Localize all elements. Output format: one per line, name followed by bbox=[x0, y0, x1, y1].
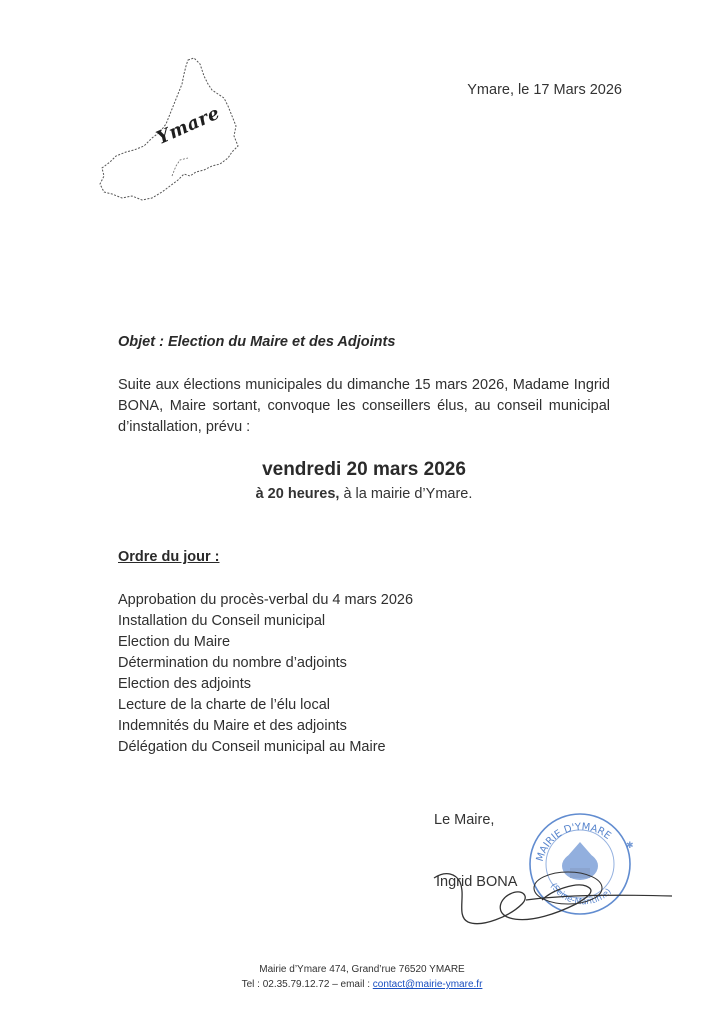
footer-contact bbox=[0, 977, 724, 992]
agenda-item: Election des adjoints bbox=[118, 676, 251, 692]
stamp-top-text: MAIRIE D'YMARE bbox=[534, 821, 613, 863]
letter-footer bbox=[0, 962, 724, 992]
agenda-item: Approbation du procès-verbal du 4 mars 2026 bbox=[118, 592, 414, 608]
meeting-time-hour: à 20 heures, bbox=[255, 486, 340, 502]
agenda-item: Délégation du Conseil municipal au Maire bbox=[118, 739, 386, 755]
signatory-title: Le Maire, bbox=[434, 812, 495, 828]
meeting-time bbox=[118, 486, 610, 502]
meeting-place: à la mairie d’Ymare. bbox=[339, 486, 473, 502]
handwritten-signature bbox=[426, 860, 676, 932]
email-link[interactable]: contact@mairie-ymare.fr bbox=[372, 979, 483, 990]
signature-icon bbox=[426, 860, 676, 932]
stamp-bottom-text: (Seine-Maritime) bbox=[548, 881, 614, 908]
signatory-name: Ingrid BONA bbox=[436, 874, 518, 890]
letter-date: Ymare, le 17 Mars 2026 bbox=[467, 82, 622, 98]
svg-text:✱: ✱ bbox=[626, 840, 634, 850]
agenda-item: Lecture de la charte de l’élu local bbox=[118, 697, 330, 713]
agenda-list bbox=[118, 590, 413, 758]
letter-intro-paragraph: Suite aux élections municipales du dimanche 15 mars 2026, Madame Ingrid BONA, Maire sortant, convoque les conseillers élus, au conseil municipal d’installation, prévu : bbox=[118, 377, 610, 435]
agenda-item: Détermination du nombre d’adjoints bbox=[118, 655, 347, 671]
logo-handwritten-name: Ymare bbox=[153, 102, 224, 149]
letter-subject: Objet : Election du Maire et des Adjoints bbox=[118, 334, 396, 350]
meeting-date: vendredi 20 mars 2026 bbox=[262, 459, 466, 480]
agenda-item: Installation du Conseil municipal bbox=[118, 613, 326, 629]
footer-address: Mairie d’Ymare 474, Grand’rue 76520 YMARE bbox=[259, 964, 465, 975]
footer-phone: Tel : 02.35.79.12.72 – email : bbox=[241, 979, 373, 990]
agenda-item: Election du Maire bbox=[118, 634, 231, 650]
agenda-title: Ordre du jour : bbox=[118, 549, 220, 565]
agenda-item: Indemnités du Maire et des adjoints bbox=[118, 718, 347, 734]
